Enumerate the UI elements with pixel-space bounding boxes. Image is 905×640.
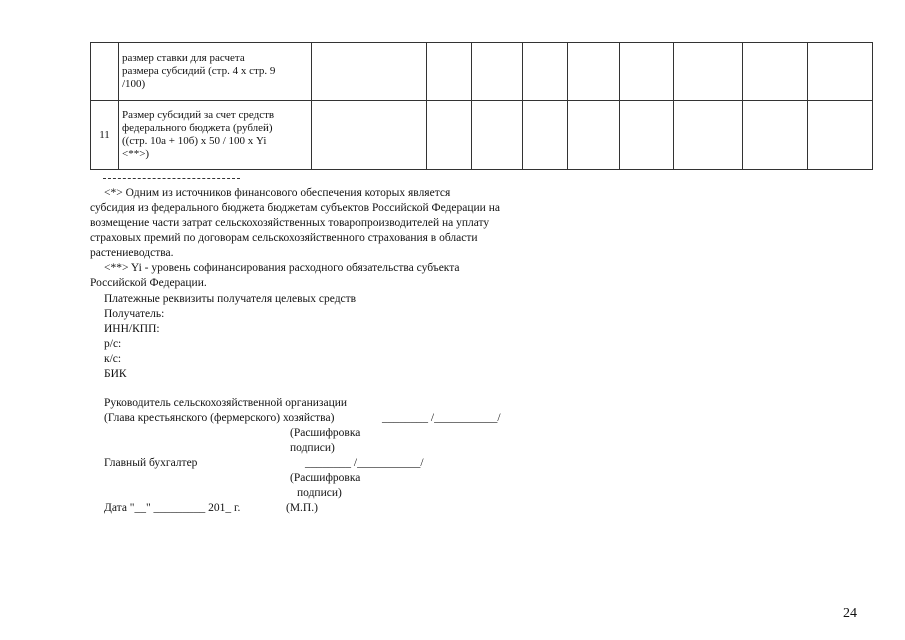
value-cell: [427, 43, 472, 101]
value-cell: [312, 43, 427, 101]
description-line: /100): [122, 78, 146, 90]
footnote-1-line: страховых премий по договорам сельскохозяйственного страхования в области: [90, 232, 478, 244]
row-description-cell: [119, 43, 312, 101]
footnote-1-line: субсидия из федерального бюджета бюджетам субъектов Российской Федерации на: [90, 202, 500, 214]
row-description-cell: [119, 101, 312, 170]
stamp-place: (М.П.): [286, 502, 318, 514]
accountant-label: Главный бухгалтер: [104, 457, 198, 469]
footnote-separator: [103, 178, 240, 179]
value-cell: [620, 101, 674, 170]
description-line: федерального бюджета (рублей): [122, 122, 273, 134]
head-signature-blank: ________ /___________/: [382, 412, 501, 424]
description-line: ((стр. 10а + 10б) х 50 / 100 х Yi: [122, 135, 267, 147]
inn-kpp-label: ИНН/КПП:: [104, 323, 160, 335]
value-cell: [743, 101, 808, 170]
head-signature-label-2: (Глава крестьянского (фермерского) хозяйства): [104, 412, 335, 424]
value-cell: [312, 101, 427, 170]
date-field: Дата "__" _________ 201_ г.: [104, 502, 241, 514]
value-cell: [620, 43, 674, 101]
bik-label: БИК: [104, 368, 127, 380]
table-row: [91, 101, 873, 170]
requisites-title: Платежные реквизиты получателя целевых средств: [104, 293, 357, 305]
head-signature-label: Руководитель сельскохозяйственной организации: [104, 397, 348, 409]
description-line: Размер субсидий за счет средств: [122, 109, 275, 121]
accountant-signature-blank: ________ /___________/: [305, 457, 424, 469]
description-line: размера субсидий (стр. 4 х стр. 9: [122, 65, 276, 77]
footnote-1-line: <*> Одним из источников финансового обеспечения которых является: [104, 187, 451, 199]
value-cell: [523, 101, 568, 170]
value-cell: [808, 101, 873, 170]
description-line: <**>): [122, 148, 150, 160]
footnote-1-line: возмещение части затрат сельскохозяйственных товаропроизводителей на уплату: [90, 217, 490, 229]
signature-decode-label: подписи): [290, 442, 335, 454]
settlement-account-label: р/с:: [104, 338, 122, 350]
value-cell: [674, 43, 743, 101]
value-cell: [808, 43, 873, 101]
signature-decode-label: подписи): [297, 487, 342, 499]
subsidy-table: [90, 42, 873, 170]
value-cell: [472, 101, 523, 170]
row-number-cell: [91, 43, 119, 101]
footnote-2-line: Российской Федерации.: [90, 277, 207, 289]
value-cell: [568, 43, 620, 101]
signature-decode-label: (Расшифровка: [290, 427, 361, 439]
recipient-label: Получатель:: [104, 308, 165, 320]
signature-decode-label: (Расшифровка: [290, 472, 361, 484]
page-number: 24: [843, 606, 857, 621]
value-cell: [523, 43, 568, 101]
value-cell: [743, 43, 808, 101]
value-cell: [674, 101, 743, 170]
description-line: размер ставки для расчета: [122, 52, 245, 64]
value-cell: [427, 101, 472, 170]
correspondent-account-label: к/с:: [104, 353, 122, 365]
footnote-2-line: <**> Yi - уровень софинансирования расходного обязательства субъекта: [104, 262, 460, 274]
value-cell: [472, 43, 523, 101]
value-cell: [568, 101, 620, 170]
table-row: [91, 43, 873, 101]
footnote-1-line: растениеводства.: [90, 247, 174, 259]
row-number-cell: 11: [91, 101, 119, 170]
